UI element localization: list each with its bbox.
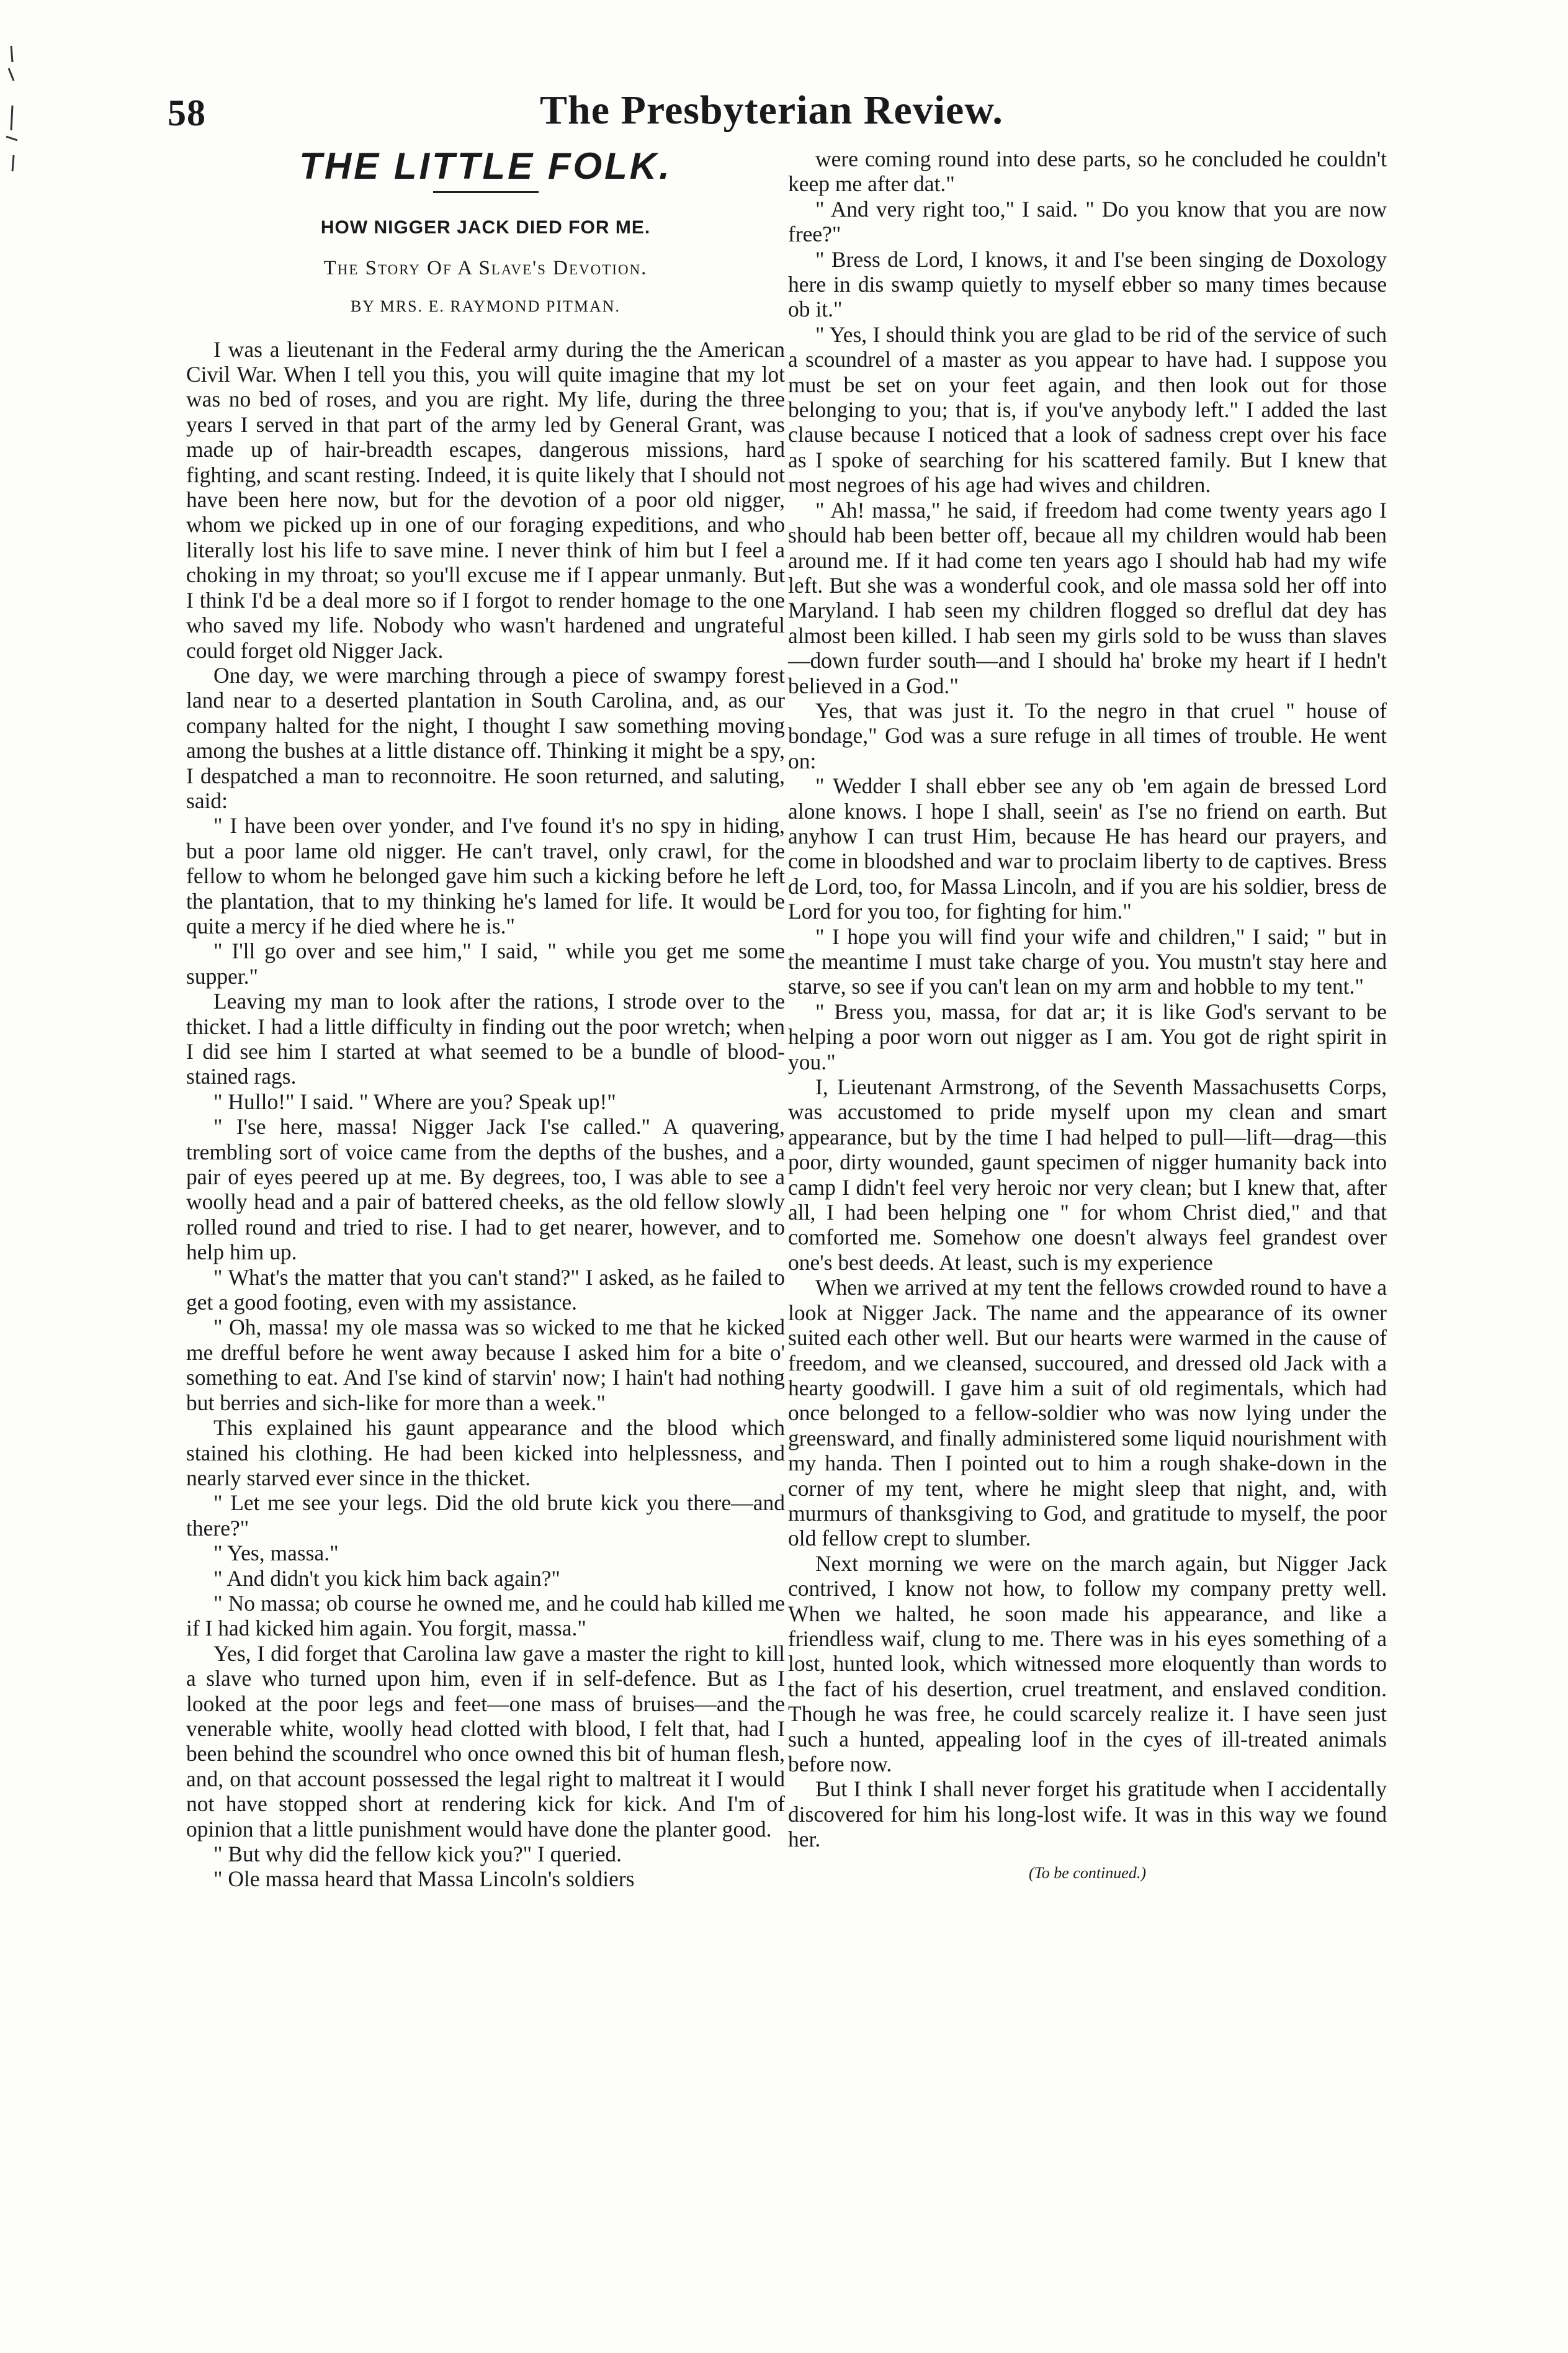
section-title: THE LITTLE FOLK.: [299, 145, 672, 187]
paragraph: " But why did the fellow kick you?" I queried.: [213, 1842, 622, 1866]
paragraph: " I'll go over and see him," I said, " while you get me some supper.": [186, 938, 785, 989]
paragraph: " Oh, massa! my ole massa was so wicked to me that he kicked me drefful before he went away because I asked him for a bite o' something to eat. And I'se kind of starvin' now; I hain't had nothing but berries and sich-like for more than a week.": [186, 1315, 785, 1415]
paragraph: Yes, I did forget that Carolina law gave a master the right to kill a slave who turned upon him, even if in self-defence. But as I looked at the poor legs and feet—one mass of bruises—and the venerable white, woolly head clotted with blood, I felt that, had I been behind the scoundrel who once owned this bit of human flesh, and, on that account possessed the legal right to maltreat it I would not have stopped short at rendering kick for kick. And I'm of opinion that a little punishment would have done the planter good.: [186, 1640, 785, 1842]
paragraph: " Ah! massa," he said, if freedom had come twenty years ago I should hab been better off, becaue all my children would hab been around me. If it had come ten years ago I should hab had my wife left. But she was a wonderful cook, and ole massa sold her off into Maryland. I hab seen my children flogged so dreflul dat dey has almost been killed. I hab seen my girls sold to be wuss than slaves—down furder south—and I should ha' broke my heart if I hedn't believed in a God.": [788, 497, 1387, 698]
paragraph: " Yes, massa.": [213, 1541, 339, 1566]
paragraph: I, Lieutenant Armstrong, of the Seventh Massachusetts Corps, was accustomed to pride myself upon my clean and smart appearance, but by the time I had helped to pull—lift—drag—this poor, dirty wounded, gaunt specimen of nigger humanity back into camp I didn't feel very heroic nor very clean; but I knew that, after all, I had been helping one " for whom Christ died," and that comforted me. Somehow one doesn't always feel grandest over one's best deeds. At least, such is my experience: [788, 1074, 1387, 1275]
left-column-body: [186, 337, 785, 1892]
paragraph: Leaving my man to look after the rations, I strode over to the thicket. I had a little difficulty in finding out the poor wretch; when I did see him I started at what seemed to be a bundle of blood-stained rags.: [186, 989, 785, 1089]
paragraph: " Yes, I should think you are glad to be rid of the service of such a scoundrel of a master as you appear to have had. I suppose you must be set on your feet again, and then look out for those belonging to you; that is, if you've anybody left." I added the last clause because I noticed that a look of sadness crept over his face as I spoke of searching for his scattered family. But I knew that most negroes of his age had wives and children.: [788, 322, 1387, 498]
paragraph: But I think I shall never forget his gratitude when I accidentally discovered for him his long-lost wife. It was in this way we found her.: [788, 1776, 1387, 1852]
paragraph: This explained his gaunt appearance and the blood which stained his clothing. He had been kicked into helplessness, and nearly starved ever since in the thicket.: [186, 1415, 785, 1490]
story-subtitle: The Story Of A Slave's Devotion.: [323, 256, 648, 279]
byline: BY MRS. E. RAYMOND PITMAN.: [350, 297, 621, 316]
paragraph: " I'se here, massa! Nigger Jack I'se called." A quavering, trembling sort of voice came from the depths of the bushes, and a pair of eyes peered up at me. By degrees, too, I was able to see a woolly head and a pair of battered cheeks, as the old fellow slowly rolled round and tried to rise. I had to get nearer, however, and to help him up.: [186, 1114, 785, 1265]
paragraph: " Wedder I shall ebber see any ob 'em again de bressed Lord alone knows. I hope I shall, seein' as I'se no friend on earth. But anyhow I can trust Him, because He has heard our prayers, and come in bloodshed and war to proclaim liberty to de captives. Bress de Lord, too, for Massa Lincoln, and if you are his soldier, bress de Lord for you too, for fighting for him.": [788, 773, 1387, 924]
paragraph: " No massa; ob course he owned me, and he could hab killed me if I had kicked him again. You forgit, massa.": [186, 1590, 785, 1641]
right-column: [788, 146, 1387, 1886]
paragraph: " And didn't you kick him back again?": [213, 1565, 560, 1591]
paragraph: " Let me see your legs. Did the old brute kick you there—and there?": [186, 1490, 785, 1541]
journal-title: The Presbyterian Review.: [540, 88, 1003, 133]
paragraph: " Bress you, massa, for dat ar; it is like God's servant to be helping a poor worn out nigger as I am. You got de right spirit in you.": [788, 999, 1387, 1074]
paragraph: One day, we were marching through a piece of swampy forest land near to a deserted plantation in South Carolina, and, as our company halted for the night, I thought I saw something moving among the bushes at a little distance off. Thinking it might be a spy, I despatched a man to reconnoitre. He soon returned, and saluting, said:: [186, 662, 785, 813]
paragraph: Yes, that was just it. To the negro in that cruel " house of bondage," God was a sure refuge in all times of trouble. He went on:: [788, 698, 1387, 773]
paragraph: When we arrived at my tent the fellows crowded round to have a look at Nigger Jack. The name and the appearance of its owner suited each other well. But our hearts were warmed in the cause of freedom, and we cleansed, succoured, and dressed old Jack with a hearty goodwill. I gave him a suit of old regimentals, which had once belonged to a fellow-soldier who was now lying under the greensward, and finally administered some liquid nourishment with my handa. Then I pointed out to him a rough shake-down in the corner of my tent, where he might sleep that night, and, with murmurs of thanksgiving to God, and gratitude to myself, the poor old fellow crept to slumber.: [788, 1275, 1387, 1551]
paragraph: " Ole massa heard that Massa Lincoln's soldiers: [213, 1866, 635, 1892]
paragraph: were coming round into dese parts, so he concluded he couldn't keep me after dat.": [788, 146, 1387, 197]
paragraph: Next morning we were on the march again, but Nigger Jack contrived, I know not how, to follow my company pretty well. When we halted, he soon made his appearance, and like a friendless waif, clung to me. There was in his eyes something of a lost, hunted look, which witnessed more eloquently than words to the fact of his desertion, cruel treatment, and enslaved condition. Though he was free, he could scarcely realize it. I have seen just such a hunted, appealing loof in the cyes of ill-treated animals before now.: [788, 1550, 1387, 1776]
title-rule: [433, 191, 539, 193]
paragraph: " What's the matter that you can't stand?" I asked, as he failed to get a good footing, even with my assistance.: [186, 1264, 785, 1315]
paragraph: " Hullo!" I said. " Where are you? Speak up!": [213, 1089, 616, 1114]
paragraph: " And very right too," I said. " Do you know that you are now free?": [788, 196, 1387, 247]
paragraph: " I have been over yonder, and I've found it's no spy in hiding, but a poor lame old nigger. He can't travel, only crawl, for the fellow to whom he belonged gave him such a kicking before he left the plantation, that to my thinking he's lamed for life. It would be quite a mercy if he died where he is.": [186, 813, 785, 938]
margin-ink-marks: [0, 43, 25, 174]
left-column: [186, 146, 785, 1892]
continued-note: (To be continued.): [1029, 1863, 1146, 1882]
paragraph: " I hope you will find your wife and children," I said; " but in the meantime I must take charge of you. You mustn't stay here and starve, so see if you can't lean on my arm and hobble to my tent.": [788, 924, 1387, 999]
paragraph: " Bress de Lord, I knows, it and I'se been singing de Doxology here in dis swamp quietly to myself ebber so many times because ob it.": [788, 246, 1387, 322]
right-column-body: [788, 146, 1387, 1852]
paragraph: I was a lieutenant in the Federal army during the the American Civil War. When I tell you this, you will quite imagine that my lot was no bed of roses, and you are right. My life, during the three years I served in that part of the army led by General Grant, was made up of hair-breadth escapes, dangerous missions, hard fighting, and scant resting. Indeed, it is quite likely that I should not have been here now, but for the devotion of a poor old nigger, whom we picked up in one of our foraging expeditions, and who literally lost his life to save mine. I never think of him but I feel a choking in my throat; so you'll excuse me if I appear unmanly. But I think I'd be a deal more so if I forgot to render homage to the one who saved my life. Nobody who wasn't hardened and ungrateful could forget old Nigger Jack.: [186, 336, 785, 663]
story-heading: HOW NIGGER JACK DIED FOR ME.: [320, 217, 651, 238]
page-number: 58: [168, 92, 206, 133]
